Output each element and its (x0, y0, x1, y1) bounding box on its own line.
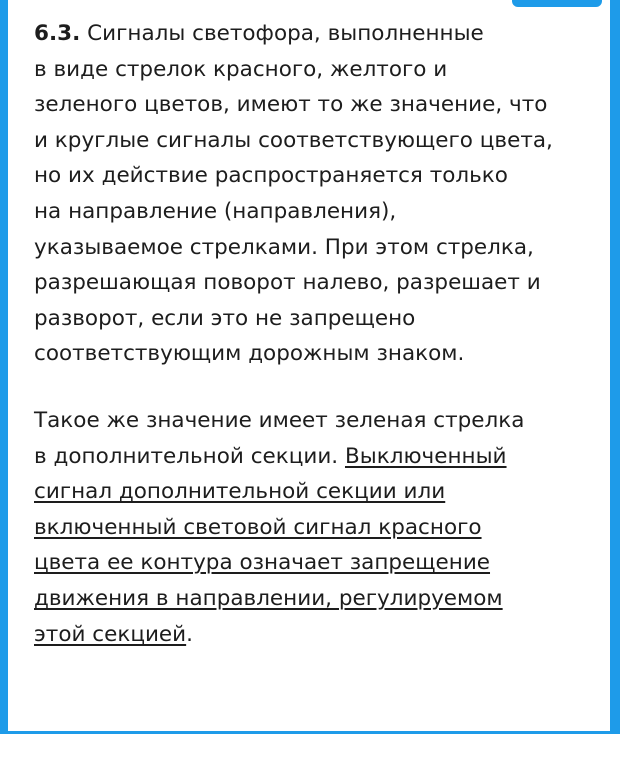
left-border (0, 0, 8, 733)
link-part-2[interactable]: сигнал дополнительной секции или (34, 479, 446, 505)
paragraph-2-line-2: в дополнительной секции. Выключенный (34, 443, 507, 469)
paragraph-1 (34, 16, 594, 372)
paragraph-1-line-4: и круглые сигналы соответствующего цвета, (34, 127, 553, 153)
link-part-4[interactable]: цвета ее контура означает запрещение (34, 550, 491, 576)
paragraph-2-line-5 (34, 545, 594, 581)
paragraph-2 (34, 403, 594, 652)
paragraph-1-line-3: зеленого цветов, имеют то же значение, что (34, 92, 548, 118)
link-part-5[interactable]: движения в направлении, регулируемом (34, 585, 503, 611)
paragraph-1-line-8: разрешающая поворот налево, разрешает и (34, 270, 541, 296)
top-tab (512, 0, 602, 7)
paragraph-1-line-2: в виде стрелок красного, желтого и (34, 56, 448, 82)
paragraph-1-line-7: указываемое стрелками. При этом стрелка, (34, 234, 534, 260)
link-part-3[interactable]: включенный световой сигнал красного (34, 514, 482, 540)
paragraph-1-line-5: но их действие распространяется только (34, 163, 508, 189)
paragraph-1-line-6: на направление (направления), (34, 198, 397, 224)
paragraph-1-line-9: разворот, если это не запрещено (34, 305, 416, 331)
paragraph-2-line-3 (34, 474, 594, 510)
right-border (610, 0, 620, 733)
paragraph-2-line-7: этой секцией. (34, 621, 193, 647)
paragraph-2-line-6 (34, 581, 594, 617)
section-number: 6.3. (34, 21, 81, 46)
paragraph-2-line-4 (34, 510, 594, 546)
link-part-6[interactable]: этой секцией (34, 621, 187, 647)
paragraph-2-line-1: Такое же значение имеет зеленая стрелка (34, 407, 525, 433)
rule-text (34, 16, 594, 652)
paragraph-1-line-10: соответствующим дорожным знаком. (34, 341, 465, 367)
bottom-border (0, 731, 620, 734)
paragraph-1-line-1: 6.3. Сигналы светофора, выполненные (34, 21, 484, 46)
link-part-1[interactable]: Выключенный (344, 443, 507, 469)
